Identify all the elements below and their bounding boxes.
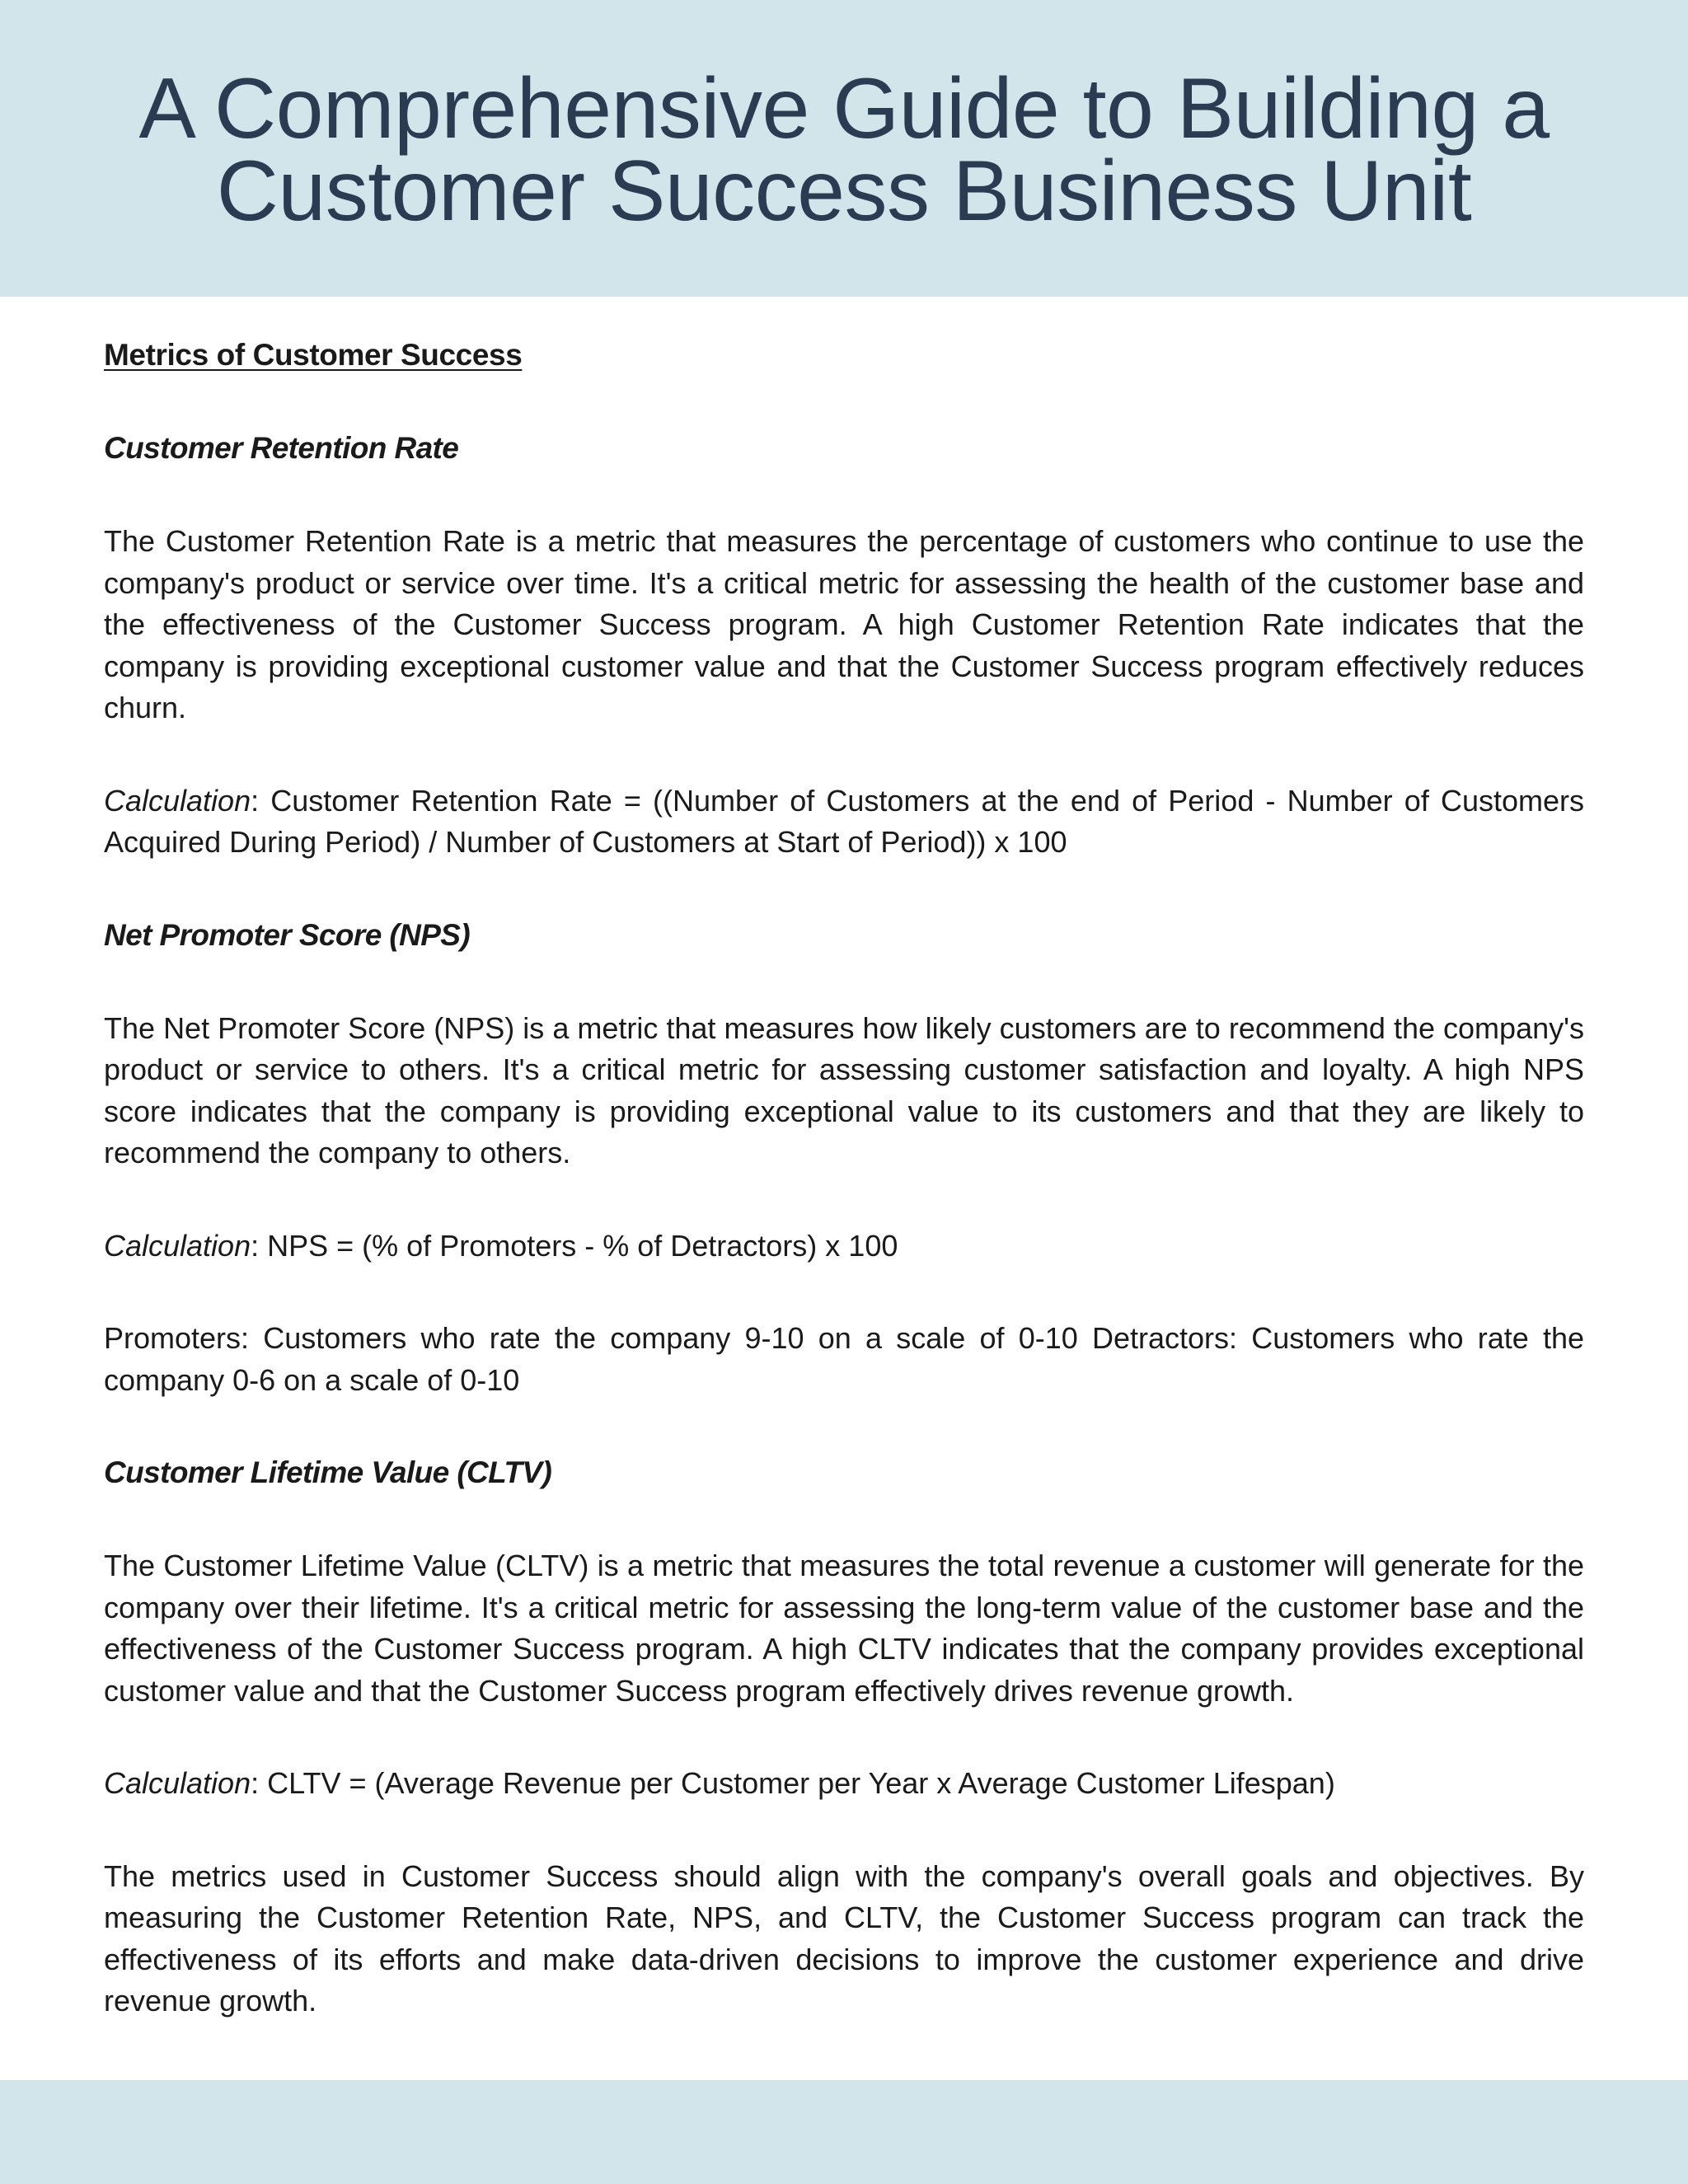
- heading-nps: Net Promoter Score (NPS): [104, 917, 471, 952]
- paragraph-retention-rate: The Customer Retention Rate is a metric that measures the percentage of customers who continue to use the company's product or service over time. It's a critical metric for assessing the health of the customer base and the effectiveness of the Customer Success program. A high Customer Retention Rate indicates that the company is providing exceptional customer value and that the Customer Success program effectively reduces churn.: [104, 524, 1584, 724]
- header-band: [0, 0, 1688, 297]
- paragraph-nps-definitions: Promoters: Customers who rate the company 9-10 on a scale of 0-10 Detractors: Customers who rate the company 0-6 on a scale of 0-10: [104, 1321, 1584, 1397]
- heading-retention-rate: Customer Retention Rate: [104, 431, 459, 465]
- calculation-nps: [104, 1226, 1584, 1268]
- document-body: [104, 335, 1584, 2115]
- calculation-formula: : Customer Retention Rate = ((Number of Customers at the end of Period - Number of Customers Acquired During Period) / Number of Customers at Start of Period)) x 100: [104, 783, 1584, 859]
- calculation-label: Calculation: [104, 1766, 251, 1800]
- heading-cltv: Customer Lifetime Value (CLTV): [104, 1455, 552, 1489]
- paragraph-summary: The metrics used in Customer Success should align with the company's overall goals and objectives. By measuring the Customer Retention Rate, NPS, and CLTV, the Customer Success program can track the effectiveness of its efforts and make data-driven decisions to improve the customer experience and drive revenue growth.: [104, 1858, 1584, 2018]
- footer-band: [0, 2080, 1688, 2184]
- calculation-cltv: [104, 1763, 1584, 1805]
- calculation-formula: : NPS = (% of Promoters - % of Detractors) x 100: [251, 1228, 898, 1263]
- section-heading-metrics: Metrics of Customer Success: [104, 338, 523, 372]
- calculation-formula: : CLTV = (Average Revenue per Customer per Year x Average Customer Lifespan): [251, 1766, 1335, 1800]
- calculation-retention-rate: [104, 780, 1584, 864]
- calculation-label: Calculation: [104, 783, 251, 818]
- paragraph-nps: The Net Promoter Score (NPS) is a metric that measures how likely customers are to recommend the company's product or service to others. It's a critical metric for assessing customer satisfaction and loyalty. A high NPS score indicates that the company is providing exceptional value to its customers and that they are likely to recommend the company to others.: [104, 1010, 1584, 1169]
- paragraph-cltv: The Customer Lifetime Value (CLTV) is a metric that measures the total revenue a customer will generate for the company over their lifetime. It's a critical metric for assessing the long-term value of the customer base and the effectiveness of the Customer Success program. A high CLTV indicates that the company provides exceptional customer value and that the Customer Success program effectively drives revenue growth.: [104, 1549, 1584, 1708]
- calculation-label: Calculation: [104, 1228, 251, 1263]
- page-title: A Comprehensive Guide to Building a Customer Success Business Unit: [138, 61, 1550, 239]
